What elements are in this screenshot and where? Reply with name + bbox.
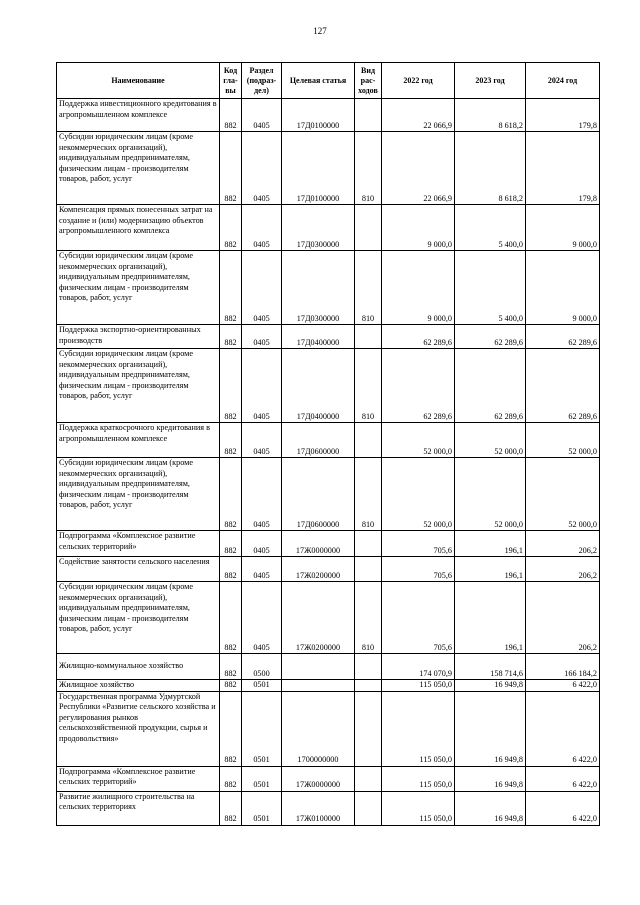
header-name: Наименование	[57, 63, 220, 99]
row-expense-type: 810	[355, 132, 382, 205]
row-section: 0405	[242, 205, 282, 251]
row-expense-type	[355, 99, 382, 132]
row-expense-type: 810	[355, 458, 382, 531]
row-section: 0405	[242, 325, 282, 349]
table-row	[57, 423, 600, 458]
row-expense-type	[355, 423, 382, 458]
table-row	[57, 99, 600, 132]
row-expense-type	[355, 654, 382, 680]
row-section: 0405	[242, 531, 282, 557]
row-target-article: 17Ж0000000	[282, 531, 355, 557]
row-2022: 705,6	[382, 557, 455, 582]
row-name: Государственная программа Удмуртской Республики «Развитие сельского хозяйства и регулирования рынков сельскохозяйственной продукции, сырья и продовольствия»	[57, 691, 220, 766]
row-chapter-code: 882	[220, 680, 242, 692]
row-name: Субсидии юридическим лицам (кроме некоммерческих организаций), индивидуальным предпринимателям, физическим лицам - производителям товаров, работ, услуг	[57, 458, 220, 531]
row-2024: 52 000,0	[526, 458, 600, 531]
row-target-article: 17Д0100000	[282, 132, 355, 205]
row-2023: 62 289,6	[455, 349, 526, 423]
row-section: 0405	[242, 349, 282, 423]
row-2024: 9 000,0	[526, 251, 600, 325]
row-2024: 206,2	[526, 531, 600, 557]
row-expense-type	[355, 766, 382, 791]
header-target-article: Целевая статья	[282, 63, 355, 99]
table-row	[57, 349, 600, 423]
row-expense-type	[355, 205, 382, 251]
row-2023: 52 000,0	[455, 423, 526, 458]
row-2023: 52 000,0	[455, 458, 526, 531]
row-expense-type	[355, 531, 382, 557]
row-expense-type: 810	[355, 582, 382, 654]
row-chapter-code: 882	[220, 691, 242, 766]
row-2024: 179,8	[526, 132, 600, 205]
row-section: 0405	[242, 132, 282, 205]
row-target-article: 17Д0300000	[282, 205, 355, 251]
row-2023: 16 949,8	[455, 766, 526, 791]
row-chapter-code: 882	[220, 132, 242, 205]
row-2022: 9 000,0	[382, 205, 455, 251]
page-number: 127	[313, 26, 327, 36]
row-name: Развитие жилищного строительства на сельских территориях	[57, 791, 220, 825]
row-chapter-code: 882	[220, 251, 242, 325]
row-2022: 705,6	[382, 531, 455, 557]
row-section: 0405	[242, 458, 282, 531]
row-chapter-code: 882	[220, 766, 242, 791]
row-section: 0405	[242, 423, 282, 458]
table-row	[57, 680, 600, 692]
row-section: 0405	[242, 99, 282, 132]
table-row	[57, 654, 600, 680]
header-expense-type: Вид рас-ходов	[355, 63, 382, 99]
row-name: Содействие занятости сельского населения	[57, 557, 220, 582]
row-2022: 62 289,6	[382, 349, 455, 423]
row-name: Поддержка экспортно-ориентированных производств	[57, 325, 220, 349]
row-chapter-code: 882	[220, 791, 242, 825]
header-2023: 2023 год	[455, 63, 526, 99]
row-2024: 206,2	[526, 582, 600, 654]
row-2024: 62 289,6	[526, 325, 600, 349]
row-2024: 6 422,0	[526, 791, 600, 825]
table-row	[57, 458, 600, 531]
row-2024: 6 422,0	[526, 766, 600, 791]
row-section: 0405	[242, 251, 282, 325]
row-2023: 5 400,0	[455, 205, 526, 251]
row-2023: 8 618,2	[455, 132, 526, 205]
row-target-article: 1700000000	[282, 691, 355, 766]
row-name: Компенсация прямых понесенных затрат на создание и (или) модернизацию объектов агропромышленного комплекса	[57, 205, 220, 251]
row-2022: 22 066,9	[382, 132, 455, 205]
row-section: 0405	[242, 557, 282, 582]
table-row	[57, 325, 600, 349]
row-name: Подпрограмма «Комплексное развитие сельских территорий»	[57, 766, 220, 791]
table-row	[57, 691, 600, 766]
row-2023: 158 714,6	[455, 654, 526, 680]
row-2022: 705,6	[382, 582, 455, 654]
row-2022: 174 070,9	[382, 654, 455, 680]
row-chapter-code: 882	[220, 423, 242, 458]
row-chapter-code: 882	[220, 99, 242, 132]
row-2024: 6 422,0	[526, 691, 600, 766]
row-name: Подпрограмма «Комплексное развитие сельских территорий»	[57, 531, 220, 557]
row-target-article	[282, 680, 355, 692]
row-section: 0501	[242, 691, 282, 766]
row-2022: 22 066,9	[382, 99, 455, 132]
row-expense-type: 810	[355, 349, 382, 423]
table-row	[57, 205, 600, 251]
row-target-article: 17Ж0200000	[282, 582, 355, 654]
row-target-article: 17Д0400000	[282, 325, 355, 349]
header-2022: 2022 год	[382, 63, 455, 99]
row-2023: 196,1	[455, 582, 526, 654]
row-2022: 115 050,0	[382, 766, 455, 791]
row-2023: 16 949,8	[455, 680, 526, 692]
row-chapter-code: 882	[220, 654, 242, 680]
row-chapter-code: 882	[220, 205, 242, 251]
row-2023: 196,1	[455, 531, 526, 557]
row-2024: 179,8	[526, 99, 600, 132]
row-chapter-code: 882	[220, 325, 242, 349]
row-2023: 196,1	[455, 557, 526, 582]
header-section: Раздел (подраз-дел)	[242, 63, 282, 99]
row-2022: 115 050,0	[382, 791, 455, 825]
row-2024: 206,2	[526, 557, 600, 582]
header-2024: 2024 год	[526, 63, 600, 99]
row-expense-type: 810	[355, 251, 382, 325]
row-section: 0405	[242, 582, 282, 654]
row-chapter-code: 882	[220, 531, 242, 557]
row-section: 0501	[242, 680, 282, 692]
row-2022: 62 289,6	[382, 325, 455, 349]
row-2022: 52 000,0	[382, 458, 455, 531]
table-row	[57, 766, 600, 791]
row-section: 0501	[242, 791, 282, 825]
table-row	[57, 132, 600, 205]
row-target-article	[282, 654, 355, 680]
row-name: Поддержка краткосрочного кредитования в агропромышленном комплексе	[57, 423, 220, 458]
header-row	[57, 63, 600, 99]
row-2024: 9 000,0	[526, 205, 600, 251]
row-2022: 115 050,0	[382, 680, 455, 692]
row-2023: 5 400,0	[455, 251, 526, 325]
row-section: 0500	[242, 654, 282, 680]
table-row	[57, 582, 600, 654]
row-2024: 6 422,0	[526, 680, 600, 692]
row-expense-type	[355, 680, 382, 692]
table-row	[57, 557, 600, 582]
row-target-article: 17Д0400000	[282, 349, 355, 423]
row-expense-type	[355, 557, 382, 582]
row-name: Субсидии юридическим лицам (кроме некоммерческих организаций), индивидуальным предпринимателям, физическим лицам - производителям товаров, работ, услуг	[57, 349, 220, 423]
table-row	[57, 251, 600, 325]
row-2024: 52 000,0	[526, 423, 600, 458]
row-target-article: 17Ж0000000	[282, 766, 355, 791]
row-target-article: 17Д0300000	[282, 251, 355, 325]
row-section: 0501	[242, 766, 282, 791]
row-name: Субсидии юридическим лицам (кроме некоммерческих организаций), индивидуальным предпринимателям, физическим лицам - производителям товаров, работ, услуг	[57, 582, 220, 654]
row-expense-type	[355, 325, 382, 349]
row-2022: 9 000,0	[382, 251, 455, 325]
row-name: Жилищное хозяйство	[57, 680, 220, 692]
table-row	[57, 531, 600, 557]
row-2023: 16 949,8	[455, 691, 526, 766]
row-2023: 16 949,8	[455, 791, 526, 825]
row-2023: 62 289,6	[455, 325, 526, 349]
row-expense-type	[355, 691, 382, 766]
row-2024: 166 184,2	[526, 654, 600, 680]
row-name: Субсидии юридическим лицам (кроме некоммерческих организаций), индивидуальным предпринимателям, физическим лицам - производителям товаров, работ, услуг	[57, 132, 220, 205]
row-target-article: 17Д0100000	[282, 99, 355, 132]
header-chapter-code: Код гла-вы	[220, 63, 242, 99]
budget-table	[56, 62, 600, 826]
row-chapter-code: 882	[220, 557, 242, 582]
row-target-article: 17Ж0100000	[282, 791, 355, 825]
row-2022: 115 050,0	[382, 691, 455, 766]
row-target-article: 17Д0600000	[282, 423, 355, 458]
row-2022: 52 000,0	[382, 423, 455, 458]
row-name: Субсидии юридическим лицам (кроме некоммерческих организаций), индивидуальным предпринимателям, физическим лицам - производителям товаров, работ, услуг	[57, 251, 220, 325]
row-target-article: 17Ж0200000	[282, 557, 355, 582]
row-name: Жилищно-коммунальное хозяйство	[57, 654, 220, 680]
row-expense-type	[355, 791, 382, 825]
row-chapter-code: 882	[220, 458, 242, 531]
table-row	[57, 791, 600, 825]
row-2023: 8 618,2	[455, 99, 526, 132]
row-chapter-code: 882	[220, 349, 242, 423]
row-chapter-code: 882	[220, 582, 242, 654]
row-target-article: 17Д0600000	[282, 458, 355, 531]
row-2024: 62 289,6	[526, 349, 600, 423]
row-name: Поддержка инвестиционного кредитования в агропромышленном комплексе	[57, 99, 220, 132]
